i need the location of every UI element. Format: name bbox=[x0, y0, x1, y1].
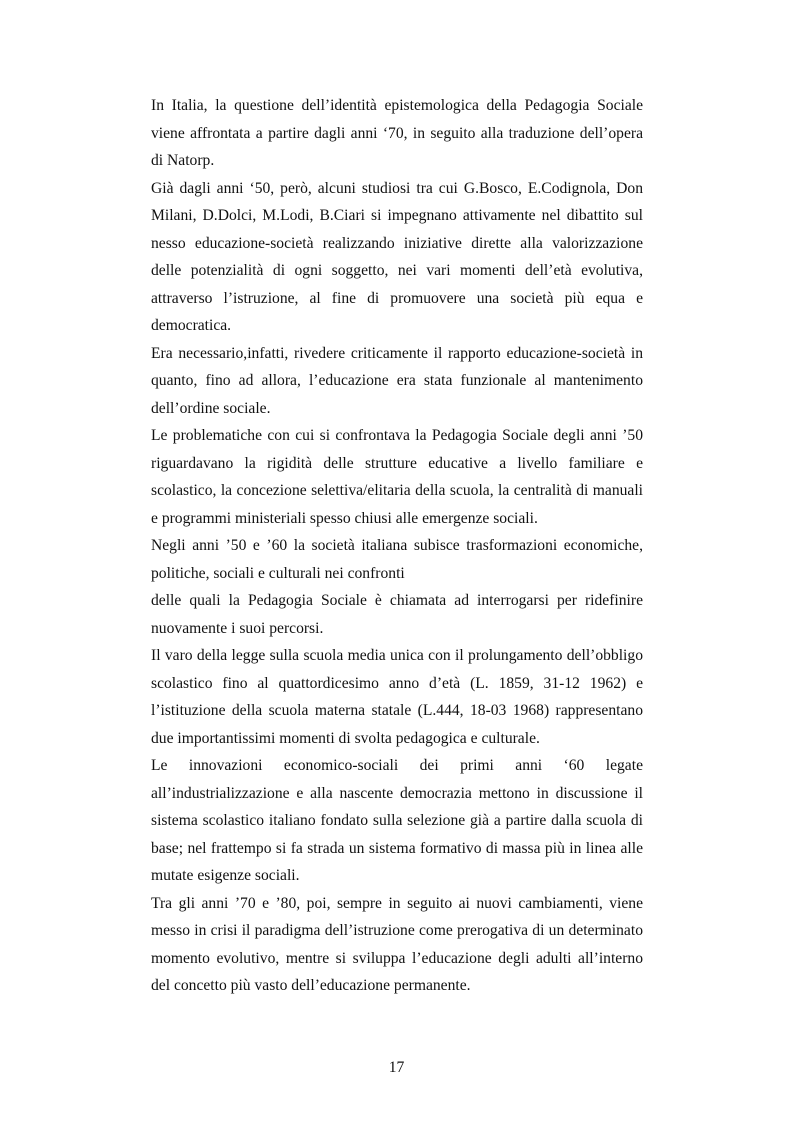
paragraph-7: Il varo della legge sulla scuola media unica con il prolungamento dell’obbligo scolastico fino al quattordicesimo anno d’età (L. 1859, 31-12 1962) e l’istituzione della scuola materna statale (L.444, 18-03 1968) rappresentano due importantissimi momenti di svolta pedagogica e culturale. bbox=[151, 647, 643, 747]
paragraph-4: Le problematiche con cui si confrontava la Pedagogia Sociale degli anni ’50 riguardavano la rigidità delle strutture educative a livello familiare e scolastico, la concezione selettiva/elitaria della scuola, la centralità di manuali e programmi ministeriali spesso chiusi alle emergenze sociali. bbox=[151, 427, 643, 527]
paragraph-6: delle quali la Pedagogia Sociale è chiamata ad interrogarsi per ridefinire nuovamente i suoi percorsi. bbox=[151, 592, 643, 637]
paragraph-8: Le innovazioni economico-sociali dei primi anni ‘60 legate all’industrializzazione e alla nascente democrazia mettono in discussione il sistema scolastico italiano fondato sulla selezione già a partire dalla scuola di base; nel frattempo si fa strada un sistema formativo di massa più in linea alle mutate esigenze sociali. bbox=[151, 757, 643, 884]
paragraph-5: Negli anni ’50 e ’60 la società italiana subisce trasformazioni economiche, politiche, sociali e culturali nei confronti bbox=[151, 537, 643, 582]
paragraph-1: In Italia, la questione dell’identità epistemologica della Pedagogia Sociale viene affrontata a partire dagli anni ‘70, in seguito alla traduzione dell’opera di Natorp. bbox=[151, 97, 643, 169]
page-number: 17 bbox=[388, 1059, 405, 1076]
paragraph-3: Era necessario,infatti, rivedere criticamente il rapporto educazione-società in quanto, fino ad allora, l’educazione era stata funzionale al mantenimento dell’ordine sociale. bbox=[151, 344, 643, 417]
paragraph-9: Tra gli anni ’70 e ’80, poi, sempre in seguito ai nuovi cambiamenti, viene messo in crisi il paradigma dell’istruzione come prerogativa di un determinato momento evolutivo, mentre si sviluppa l’educazione degli adulti all’interno del concetto più vasto dell’educazione permanente. bbox=[151, 894, 643, 994]
paragraph-2: Già dagli anni ‘50, però, alcuni studiosi tra cui G.Bosco, E.Codignola, Don Milani, D.Dolci, M.Lodi, B.Ciari si impegnano attivamente nel dibattito sul nesso educazione-società realizzando iniziative dirette alla valorizzazione delle potenzialità di ogni soggetto, nei vari momenti dell’età evolutiva, attraverso l’istruzione, al fine di promuovere una società più equa e democratica. bbox=[151, 179, 643, 334]
page-body bbox=[151, 92, 643, 1000]
